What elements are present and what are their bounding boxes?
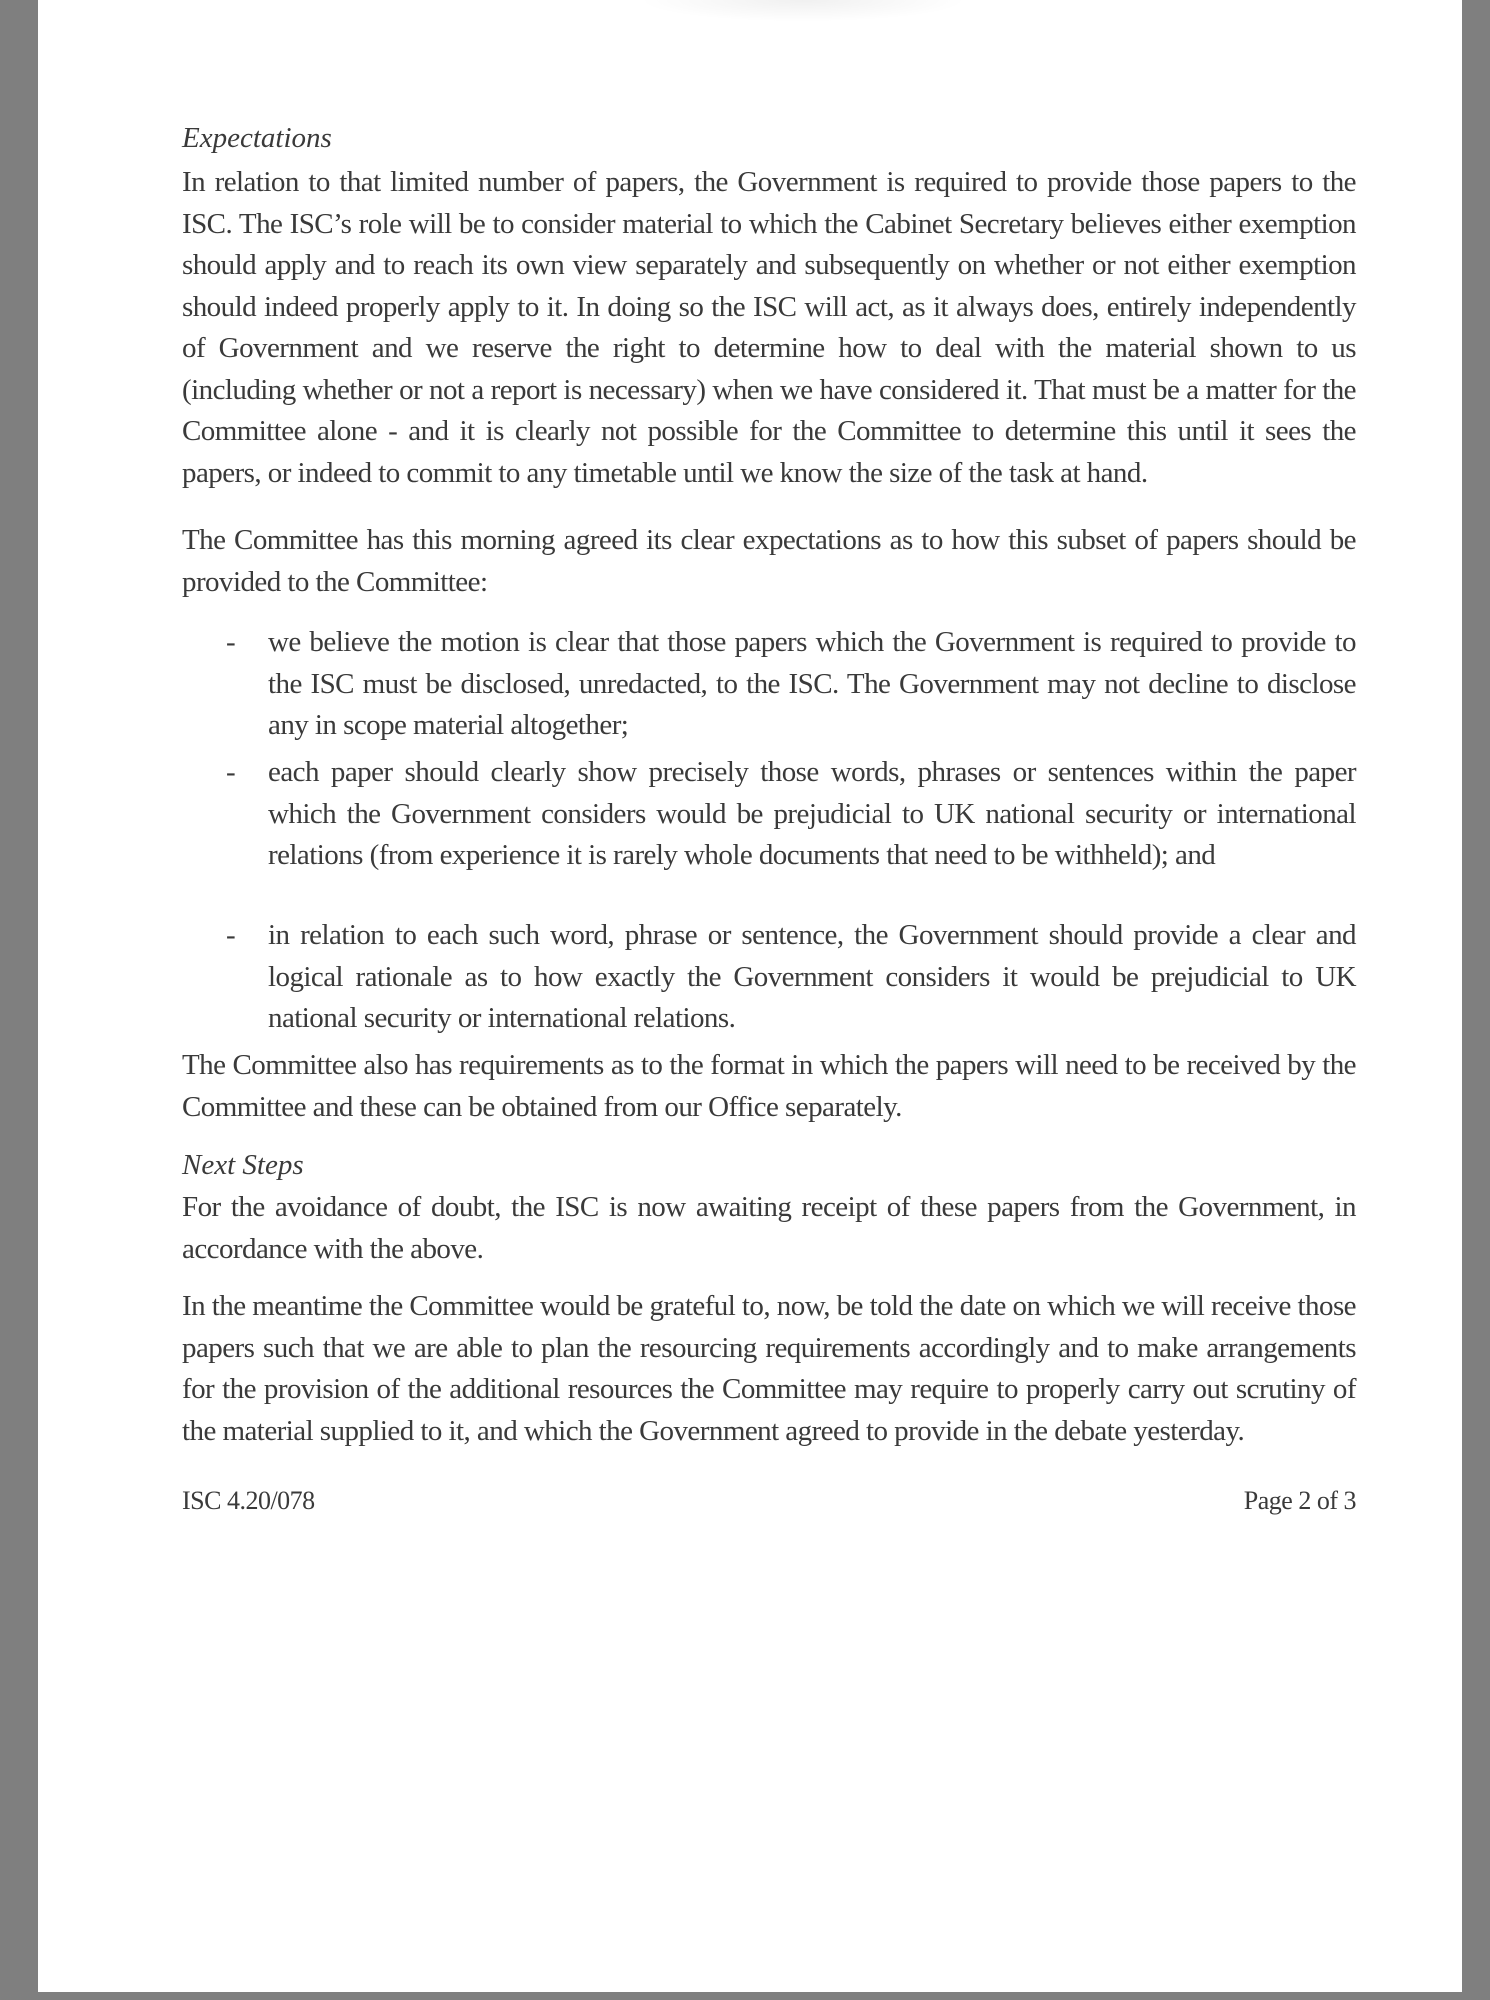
bullet-text: in relation to each such word, phrase or sentence, the Government should provide a clear and logical rationale as to how exactly the Government considers it would be prejudicial to UK national security or international relations. [268,919,1356,1034]
paragraph-format-requirements: The Committee also has requirements as to the format in which the papers will need to be received by the Committee and these can be obtained from our Office separately. [182,1049,1356,1123]
bullet-text: we believe the motion is clear that those papers which the Government is required to provide to the ISC must be disclosed, unredacted, to the ISC. The Government may not decline to disclose any in scope material altogether; [268,626,1356,741]
section-heading-expectations: Expectations [182,122,332,154]
section-heading-next-steps: Next Steps [182,1149,304,1181]
paragraph-meantime-request: In the meantime the Committee would be grateful to, now, be told the date on which we will receive those papers such that we are able to plan the resourcing requirements accordingly and to make arrangements for the provision of the additional resources the Committee may require to properly carry out scrutiny of the material supplied to it, and which the Government agreed to provide in the debate yesterday. [182,1290,1356,1447]
scan-shadow [638,0,968,22]
paragraph-awaiting-receipt: For the avoidance of doubt, the ISC is now awaiting receipt of these papers from the Government, in accordance with the above. [182,1191,1356,1265]
document-page [38,0,1462,1992]
bullet-dash: - [226,756,236,788]
page-number: Page 2 of 3 [1243,1486,1356,1515]
paragraph-isc-role: In relation to that limited number of papers, the Government is required to provide those papers to the ISC. The ISC’s role will be to consider material to which the Cabinet Secretary believes either exemption should apply and to reach its own view separately and subsequently on whether or not either exemption should indeed properly apply to it. In doing so the ISC will act, as it always does, entirely independently of Government and we reserve the right to determine how to deal with the material shown to us (including whether or not a report is necessary) when we have considered it. That must be a matter for the Committee alone - and it is clearly not possible for the Committee to determine this until it sees the papers, or indeed to commit to any timetable until we know the size of the task at hand. [182,166,1356,489]
bullet-text: each paper should clearly show precisely those words, phrases or sentences within the paper which the Government considers would be prejudicial to UK national security or international relations (from experience it is rarely whole documents that need to be withheld); and [268,756,1356,871]
document-reference: ISC 4.20/078 [182,1486,315,1515]
paragraph-committee-expectations: The Committee has this morning agreed its clear expectations as to how this subset of papers should be provided to the Committee: [182,524,1356,598]
bullet-dash: - [226,626,236,658]
bullet-dash: - [226,919,236,951]
